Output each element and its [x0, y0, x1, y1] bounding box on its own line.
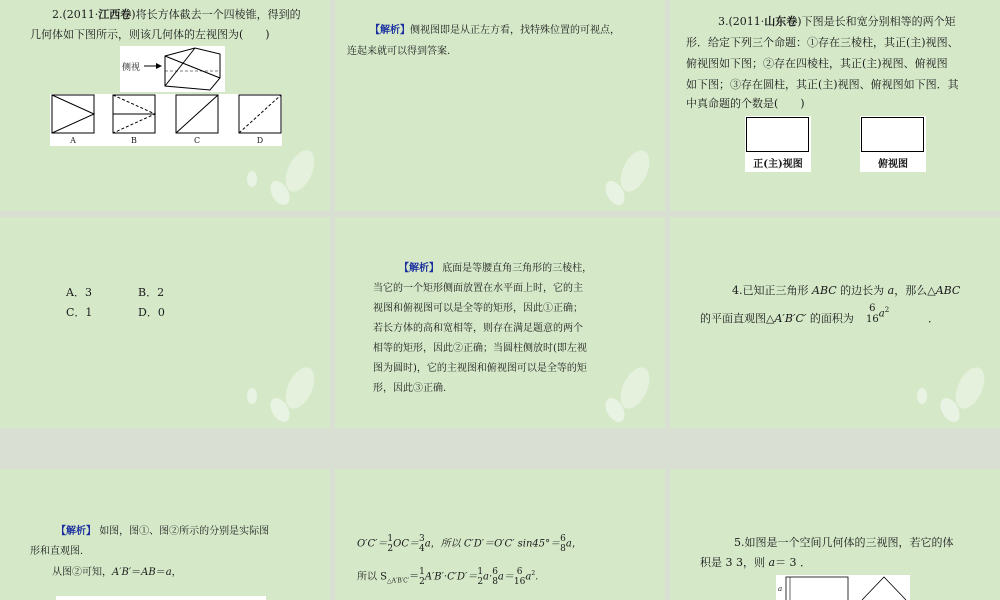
- leaf-decoration: [565, 358, 665, 428]
- figure-edge: [56, 596, 266, 600]
- q3-line5: 中真命题的个数是( ): [686, 97, 805, 110]
- analysis-line2: 当它的一个矩形侧面放置在水平面上时，它的主: [373, 283, 583, 294]
- leaf-decoration: [565, 141, 665, 211]
- option-a: A．3: [66, 286, 92, 299]
- q2-line2: 几何体如下图所示，则该几何体的左视图为( ): [30, 28, 270, 41]
- slide-4: [0, 217, 330, 428]
- q5-line2: 积是 3 3，则 a＝ 3 ．: [700, 556, 812, 569]
- solution-line2: 形和直观图．: [30, 546, 90, 557]
- slide-1: [0, 0, 330, 211]
- top-view: 俯视图: [860, 116, 926, 172]
- slide-9: [670, 469, 1000, 600]
- q4-answer: 6 16 $a^2$: [866, 303, 890, 325]
- solution-line1: 【解析】 如图，图①、图②所示的分别是实际图: [56, 526, 270, 537]
- option-d: D．0: [138, 306, 165, 319]
- analysis-2: 连起来就可以得到答案.: [347, 46, 451, 57]
- analysis-line7: 形，因此③正确.: [373, 383, 447, 394]
- leaf-decoration: [230, 141, 330, 211]
- option-b: B．2: [138, 286, 165, 299]
- formula-row-1: O′C′＝ 1 2 OC＝ 3 4 a，所以 C′D′＝O′C′ sin45°＝ 6 8 a，: [357, 534, 582, 554]
- slide-2: [335, 0, 665, 211]
- q3-line3: 俯视图如下图；②存在四棱柱，其正(主)视图、俯视图: [686, 57, 948, 70]
- analysis-line6: 图为圆时)，它的主视图和俯视图可以是全等的矩: [373, 363, 587, 374]
- q3-line1: 3.(2011·山东卷)下图是长和宽分别相等的两个矩: [718, 15, 956, 28]
- slide-5: [335, 217, 665, 428]
- analysis-line1: 【解析】 底面是等腰直角三角形的三棱柱，: [399, 263, 593, 274]
- answer-choices: A B C D: [50, 94, 282, 146]
- analysis-line3: 视图和俯视图可以是全等的矩形，因此①正确；: [373, 303, 583, 314]
- q4-period: ．: [928, 312, 939, 325]
- option-c: C．1: [66, 306, 93, 319]
- slide-7: [0, 469, 330, 600]
- q2-line1: 2.(2011·江西卷)将长方体截去一个四棱锥，得到的: [52, 8, 301, 21]
- slide-3: [670, 0, 1000, 211]
- analysis-line5: 相等的矩形，因此②正确；当圆柱侧放时(即左视: [373, 343, 587, 354]
- q3-line4: 如下图；③存在圆柱，其正(主)视图、俯视图如下图．其: [686, 78, 959, 91]
- slide-6: [670, 217, 1000, 428]
- front-view: 正(主)视图: [745, 116, 811, 172]
- analysis-1: 【解析】侧视图即是从正左方看，找特殊位置的可视点，: [370, 25, 620, 36]
- solution-line3: 从图②可知，A′B′＝AB＝a，: [52, 567, 182, 578]
- q4-line2: 的平面直观图△A′B′C′ 的面积为: [700, 312, 854, 325]
- q4-line1: 4.已知正三角形 ABC 的边长为 a，那么△ABC: [732, 284, 961, 297]
- leaf-decoration: [900, 358, 1000, 428]
- analysis-line4: 若长方体的高和宽相等，则存在满足题意的两个: [373, 323, 583, 334]
- three-view-figure: a: [776, 575, 910, 600]
- formula-row-2: 所以 $S_{\triangle A'B'C'}=$ 1 2 A′B′·C′D′＝ 1 2 a· 6 8 a＝ 6 16 $a^2$.: [357, 567, 539, 587]
- slide-8: [335, 469, 665, 600]
- leaf-decoration: [230, 358, 330, 428]
- q3-line2: 形．给定下列三个命题：①存在三棱柱，其正(主)视图、: [686, 36, 959, 49]
- q5-line1: 5.如图是一个空间几何体的三视图，若它的体: [734, 536, 954, 549]
- solid-figure: 侧视: [120, 46, 225, 92]
